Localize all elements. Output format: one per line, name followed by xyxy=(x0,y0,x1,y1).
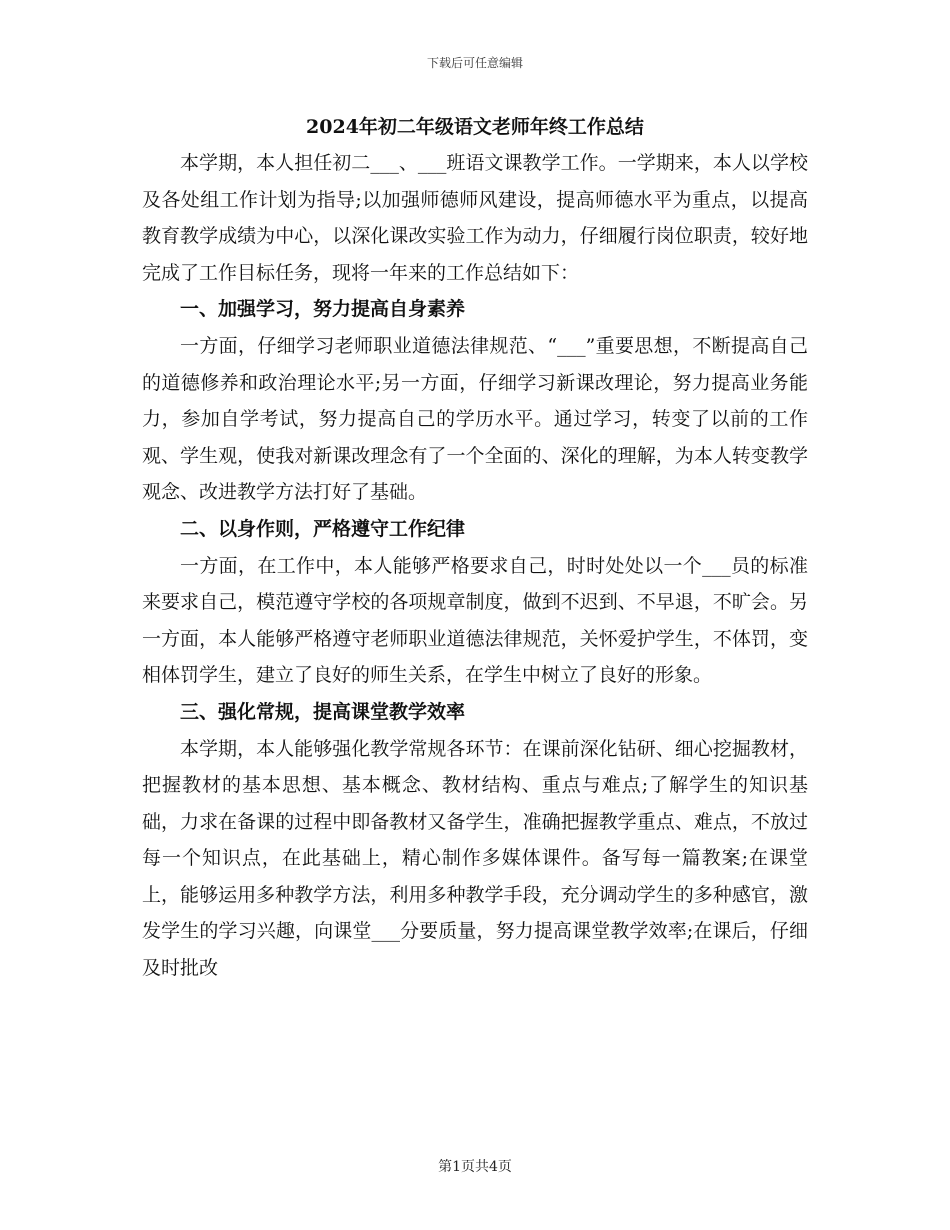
section-heading-3: 三、强化常规，提高课堂教学效率 xyxy=(180,700,466,723)
intro-paragraph: 本学期，本人担任初二___、___班语文课教学工作。一学期来，本人以学校及各处组工作计划为指导;以加强师德师风建设，提高师德水平为重点，以提高教育教学成绩为中心，以深化课改实验工作为动力，仔细履行岗位职责，较好地完成了工作目标任务，现将一年来的工作总结如下： xyxy=(142,152,808,284)
header-note: 下载后可任意编辑 xyxy=(426,56,523,70)
document-title: 2024年初二年级语文老师年终工作总结 xyxy=(306,116,644,138)
section-heading-2: 二、以身作则，严格遵守工作纪律 xyxy=(180,517,466,540)
section-paragraph-3: 本学期，本人能够强化教学常规各环节：在课前深化钻研、细心挖掘教材，把握教材的基本思想、基本概念、教材结构、重点与难点;了解学生的知识基础，力求在备课的过程中即备教材又备学生，准确把握教学重点、难点，不放过每一个知识点，在此基础上，精心制作多媒体课件。备写每一篇教案;在课堂上，能够运用多种教学方法，利用多种教学手段，充分调动学生的多种感官，激发学生的学习兴趣，向课堂___分要质量，努力提高课堂教学效率;在课后，仔细及时批改 xyxy=(142,737,808,980)
section-heading-1: 一、加强学习，努力提高自身素养 xyxy=(180,298,466,321)
section-paragraph-1: 一方面，仔细学习老师职业道德法律规范、“___”重要思想，不断提高自己的道德修养和政治理论水平;另一方面，仔细学习新课改理论，努力提高业务能力，参加自学考试，努力提高自己的学历水平。通过学习，转变了以前的工作观、学生观，使我对新课改理念有了一个全面的、深化的理解，为本人转变教学观念、改进教学方法打好了基础。 xyxy=(142,334,808,504)
document-body xyxy=(142,110,808,987)
page-number: 第1页共4页 xyxy=(438,1159,512,1175)
section-paragraph-2: 一方面，在工作中，本人能够严格要求自己，时时处处以一个___员的标准来要求自己，模范遵守学校的各项规章制度，做到不迟到、不早退，不旷会。另一方面，本人能够严格遵守老师职业道德法律规范，关怀爱护学生，不体罚，变相体罚学生，建立了良好的师生关系，在学生中树立了良好的形象。 xyxy=(142,554,808,687)
